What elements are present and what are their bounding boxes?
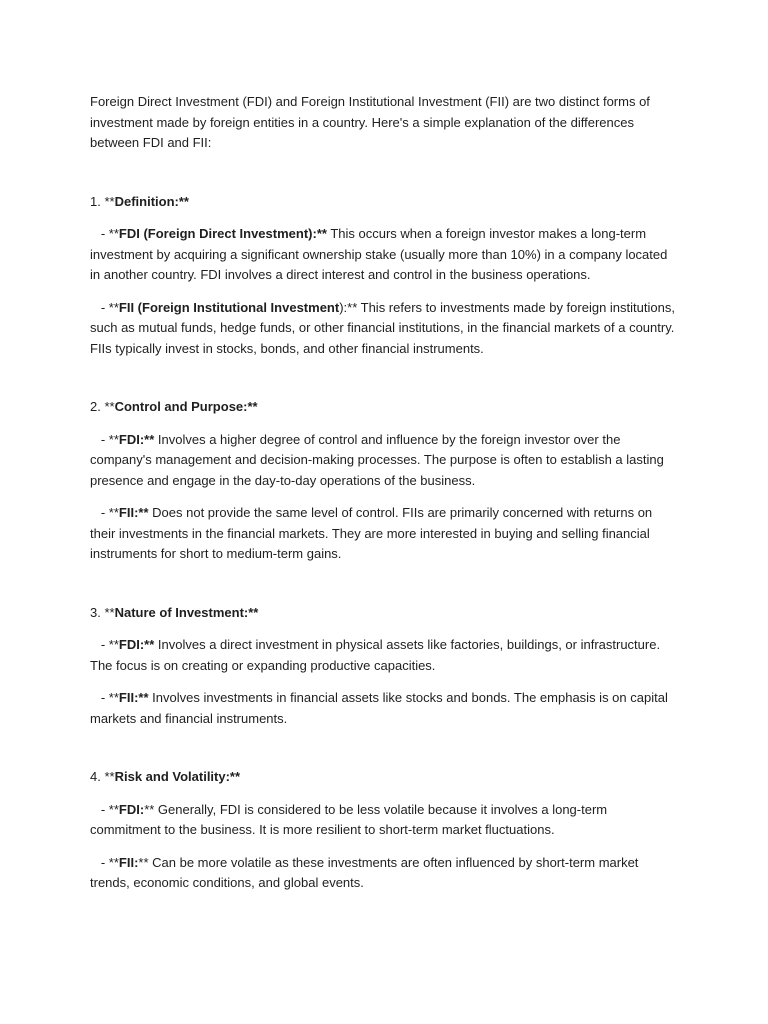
- heading-marker: **: [104, 604, 115, 620]
- bullet-lead: FII:**: [118, 690, 149, 705]
- section-heading: [90, 603, 680, 624]
- bullet-marker: **: [108, 299, 119, 315]
- section-number: 1.: [90, 193, 101, 209]
- bullet-text: Involves investments in financial assets like stocks and bonds. The emphasis is on capital markets and financial instruments.: [90, 690, 668, 726]
- bullet-dash: -: [90, 431, 109, 447]
- intro-paragraph: Foreign Direct Investment (FDI) and Foreign Institutional Investment (FII) are two distinct forms of investment made by foreign entities in a country. Here's a simple explanation of the differences between FDI and FII:: [90, 94, 650, 150]
- bullet-lead: FDI:**: [118, 637, 155, 652]
- bullet-paragraph: [90, 298, 680, 360]
- section-heading: [90, 192, 680, 213]
- bullet-text: ):** This refers to investments made by foreign institutions, such as mutual funds, hedge funds, or other financial institutions, in the financial markets of a country. FIIs typically invest in stocks, bonds, and other financial instruments.: [90, 299, 675, 356]
- section-control-purpose: [90, 397, 680, 565]
- bullet-text: This occurs when a foreign investor makes a long-term investment by acquiring a significant ownership stake (usually more than 10%) in a company located in another country. FDI involves a direct interest and control in the business operations.: [90, 226, 668, 282]
- bullet-text: ** Generally, FDI is considered to be less volatile because it involves a long-term commitment to the business. It is more resilient to short-term market fluctuations.: [90, 801, 608, 837]
- bullet-marker: **: [108, 854, 119, 870]
- bullet-lead: FDI:: [118, 801, 145, 817]
- bullet-lead: FII (Foreign Institutional Investment: [118, 299, 340, 315]
- bullet-paragraph: [90, 503, 680, 565]
- document-page: [90, 92, 680, 894]
- bullet-dash: -: [90, 637, 109, 652]
- bullet-paragraph: [90, 688, 680, 729]
- section-title: Nature of Investment:**: [114, 604, 259, 620]
- bullet-lead: FDI (Foreign Direct Investment):**: [118, 226, 327, 241]
- bullet-paragraph: [90, 635, 680, 676]
- bullet-text: Does not provide the same level of control. FIIs are primarily concerned with returns on their investments in the financial markets. They are more interested in buying and selling financial instruments for short to medium-term gains.: [90, 505, 653, 561]
- section-risk-volatility: [90, 767, 680, 894]
- bullet-paragraph: [90, 800, 680, 841]
- section-heading: [90, 767, 680, 788]
- heading-marker: **: [104, 193, 115, 209]
- heading-marker: **: [104, 769, 115, 784]
- bullet-marker: **: [108, 226, 119, 241]
- bullet-marker: **: [108, 637, 119, 652]
- bullet-paragraph: [90, 224, 680, 286]
- bullet-text: Involves a higher degree of control and influence by the foreign investor over the company's management and decision-making processes. The purpose is often to establish a lasting presence and engage in the day-to-day operations of the business.: [90, 431, 664, 488]
- section-title: Control and Purpose:**: [114, 399, 258, 414]
- bullet-dash: -: [90, 299, 109, 315]
- bullet-dash: -: [90, 505, 109, 520]
- bullet-paragraph: [90, 430, 680, 492]
- bullet-lead: FDI:**: [118, 431, 155, 447]
- bullet-lead: FII:: [118, 854, 139, 870]
- bullet-lead: FII:**: [118, 505, 149, 520]
- section-number: 2.: [90, 399, 101, 414]
- section-title: Definition:**: [114, 193, 189, 209]
- bullet-text: ** Can be more volatile as these investments are often influenced by short-term market trends, economic conditions, and global events.: [90, 854, 639, 890]
- section-number: 4.: [90, 769, 101, 784]
- bullet-dash: -: [90, 801, 109, 817]
- heading-marker: **: [104, 399, 115, 414]
- bullet-marker: **: [108, 431, 119, 447]
- bullet-paragraph: [90, 853, 680, 894]
- bullet-dash: -: [90, 226, 109, 241]
- section-title: Risk and Volatility:**: [114, 769, 241, 784]
- section-nature-investment: [90, 603, 680, 730]
- section-definition: [90, 192, 680, 360]
- bullet-marker: **: [108, 505, 119, 520]
- section-heading: [90, 397, 680, 418]
- bullet-dash: -: [90, 690, 109, 705]
- section-number: 3.: [90, 604, 101, 620]
- bullet-text: Involves a direct investment in physical assets like factories, buildings, or infrastructure. The focus is on creating or expanding productive capacities.: [90, 637, 661, 673]
- bullet-marker: **: [108, 690, 119, 705]
- bullet-marker: **: [108, 801, 119, 817]
- bullet-dash: -: [90, 854, 109, 870]
